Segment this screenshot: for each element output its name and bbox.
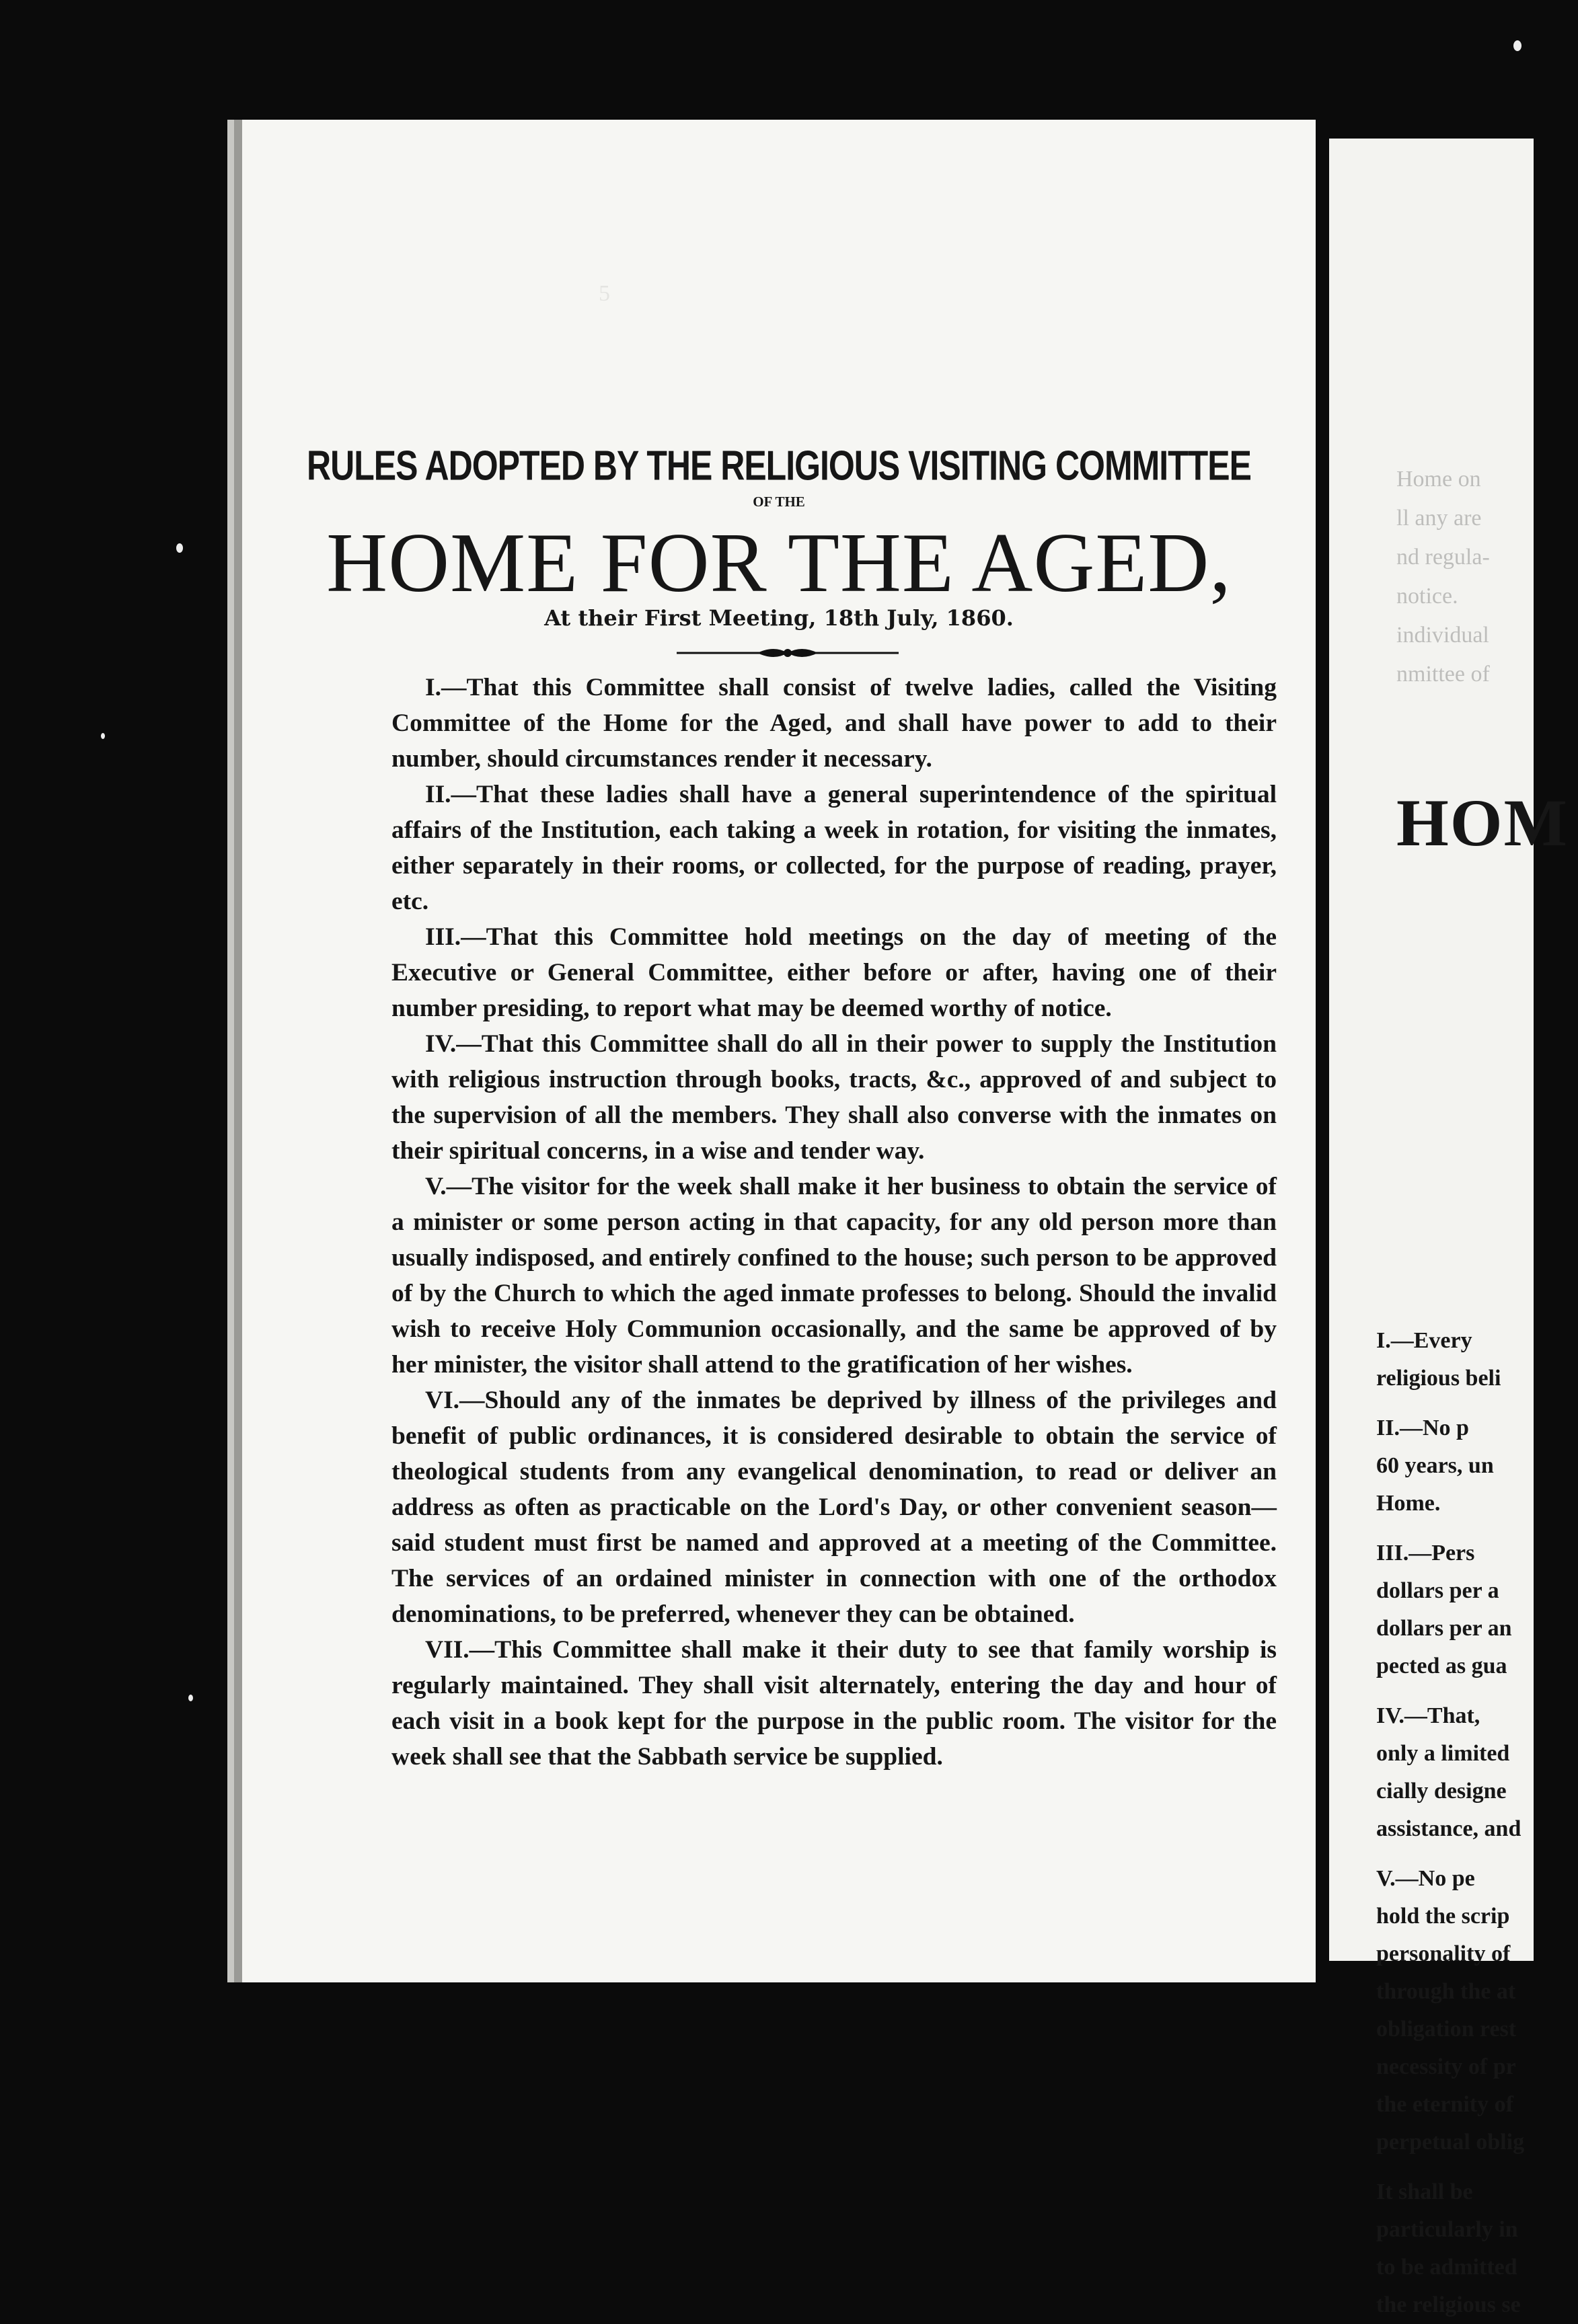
dust-speck bbox=[101, 733, 105, 739]
left-page bbox=[227, 120, 1316, 1982]
rule-6: VI.—Should any of the inmates be deprived by illness of the privileges and benefit of public ordinances, it is considered desirable to obtain the service of theological students from any evangelical denomination, to read or deliver an address as often as practicable on the Lord's Day, or other convenient season—said student must first be named and approved at a meeting of the Committee. The services of an ordained minister in connection with one of the orthodox denominations, to be preferred, whenever they can be obtained. bbox=[391, 1387, 1277, 1628]
dust-speck bbox=[176, 543, 183, 553]
bleed-through-text: 5 bbox=[599, 281, 610, 306]
rule-2: II.—That these ladies shall have a general superintendence of the spiritual affairs of the Institution, each taking a week in rotation, for visiting the inmates, either separately in their rooms, or collected, for the purpose of reading, prayer, etc. bbox=[391, 781, 1277, 915]
right-page-heading: HOM bbox=[1396, 785, 1569, 860]
rule-4: IV.—That this Committee shall do all in their power to supply the Institution with religious instruction through books, tracts, &c., approved of and subject to the supervision of all the members. They shall also converse with the inmates on their spiritual concerns, in a wise and tender way. bbox=[391, 1030, 1277, 1165]
ornament-divider bbox=[677, 643, 899, 663]
rule-7: VII.—This Committee shall make it their duty to see that family worship is regularly maintained. They shall visit alternately, entering the day and hour of each visit in a book kept for the purpose in the public room. The visitor for the week shall see that the Sabbath service be supplied. bbox=[391, 1636, 1277, 1771]
right-page-text: I.—Every religious beli II.—No p 60 years, un Home. III.—Pers dollars per a dollars per an pected as gua IV.—That, only a limited cially designe assistance, and V.—No pe hold the scrip personality of through the at obligation rest necessity of pr the eternity of perpetual oblig It shall be particularly in to be admitted the religious se bbox=[1376, 1328, 1525, 2317]
rules-body bbox=[391, 670, 1277, 1775]
right-page bbox=[1329, 139, 1569, 2317]
dust-speck bbox=[1513, 40, 1521, 51]
rule-1: I.—That this Committee shall consist of twelve ladies, called the Visiting Committee of the Home for the Aged, and shall have power to add to their number, should circumstances render it necessary. bbox=[391, 674, 1277, 773]
rule-3: III.—That this Committee hold meetings on the day of meeting of the Executive or General Committee, either before or after, having one of their number presiding, to report what may be deemed worthy of notice. bbox=[391, 923, 1277, 1022]
document-heading-rules: RULES ADOPTED BY THE RELIGIOUS VISITING COMMITTEE bbox=[307, 442, 1251, 490]
document-heading-of: OF THE bbox=[753, 494, 805, 510]
rule-5: V.—The visitor for the week shall make it her business to obtain the service of a minister or some person acting in that capacity, for any old person more than usually indisposed, and entirely confined to the house; such person to be approved of by the Church to which the aged inmate professes to belong. Should the invalid wish to receive Holy Communion occasionally, and the same be approved of by her minister, the visitor shall attend to the gratification of her wishes. bbox=[391, 1173, 1277, 1379]
right-bleed-through: Home on ll any are nd regula- notice. individual nmittee of bbox=[1396, 467, 1490, 687]
document-subtitle: At their First Meeting, 18th July, 1860. bbox=[544, 605, 1014, 631]
dust-speck bbox=[188, 1695, 193, 1701]
document-title: HOME FOR THE AGED, bbox=[326, 516, 1232, 610]
